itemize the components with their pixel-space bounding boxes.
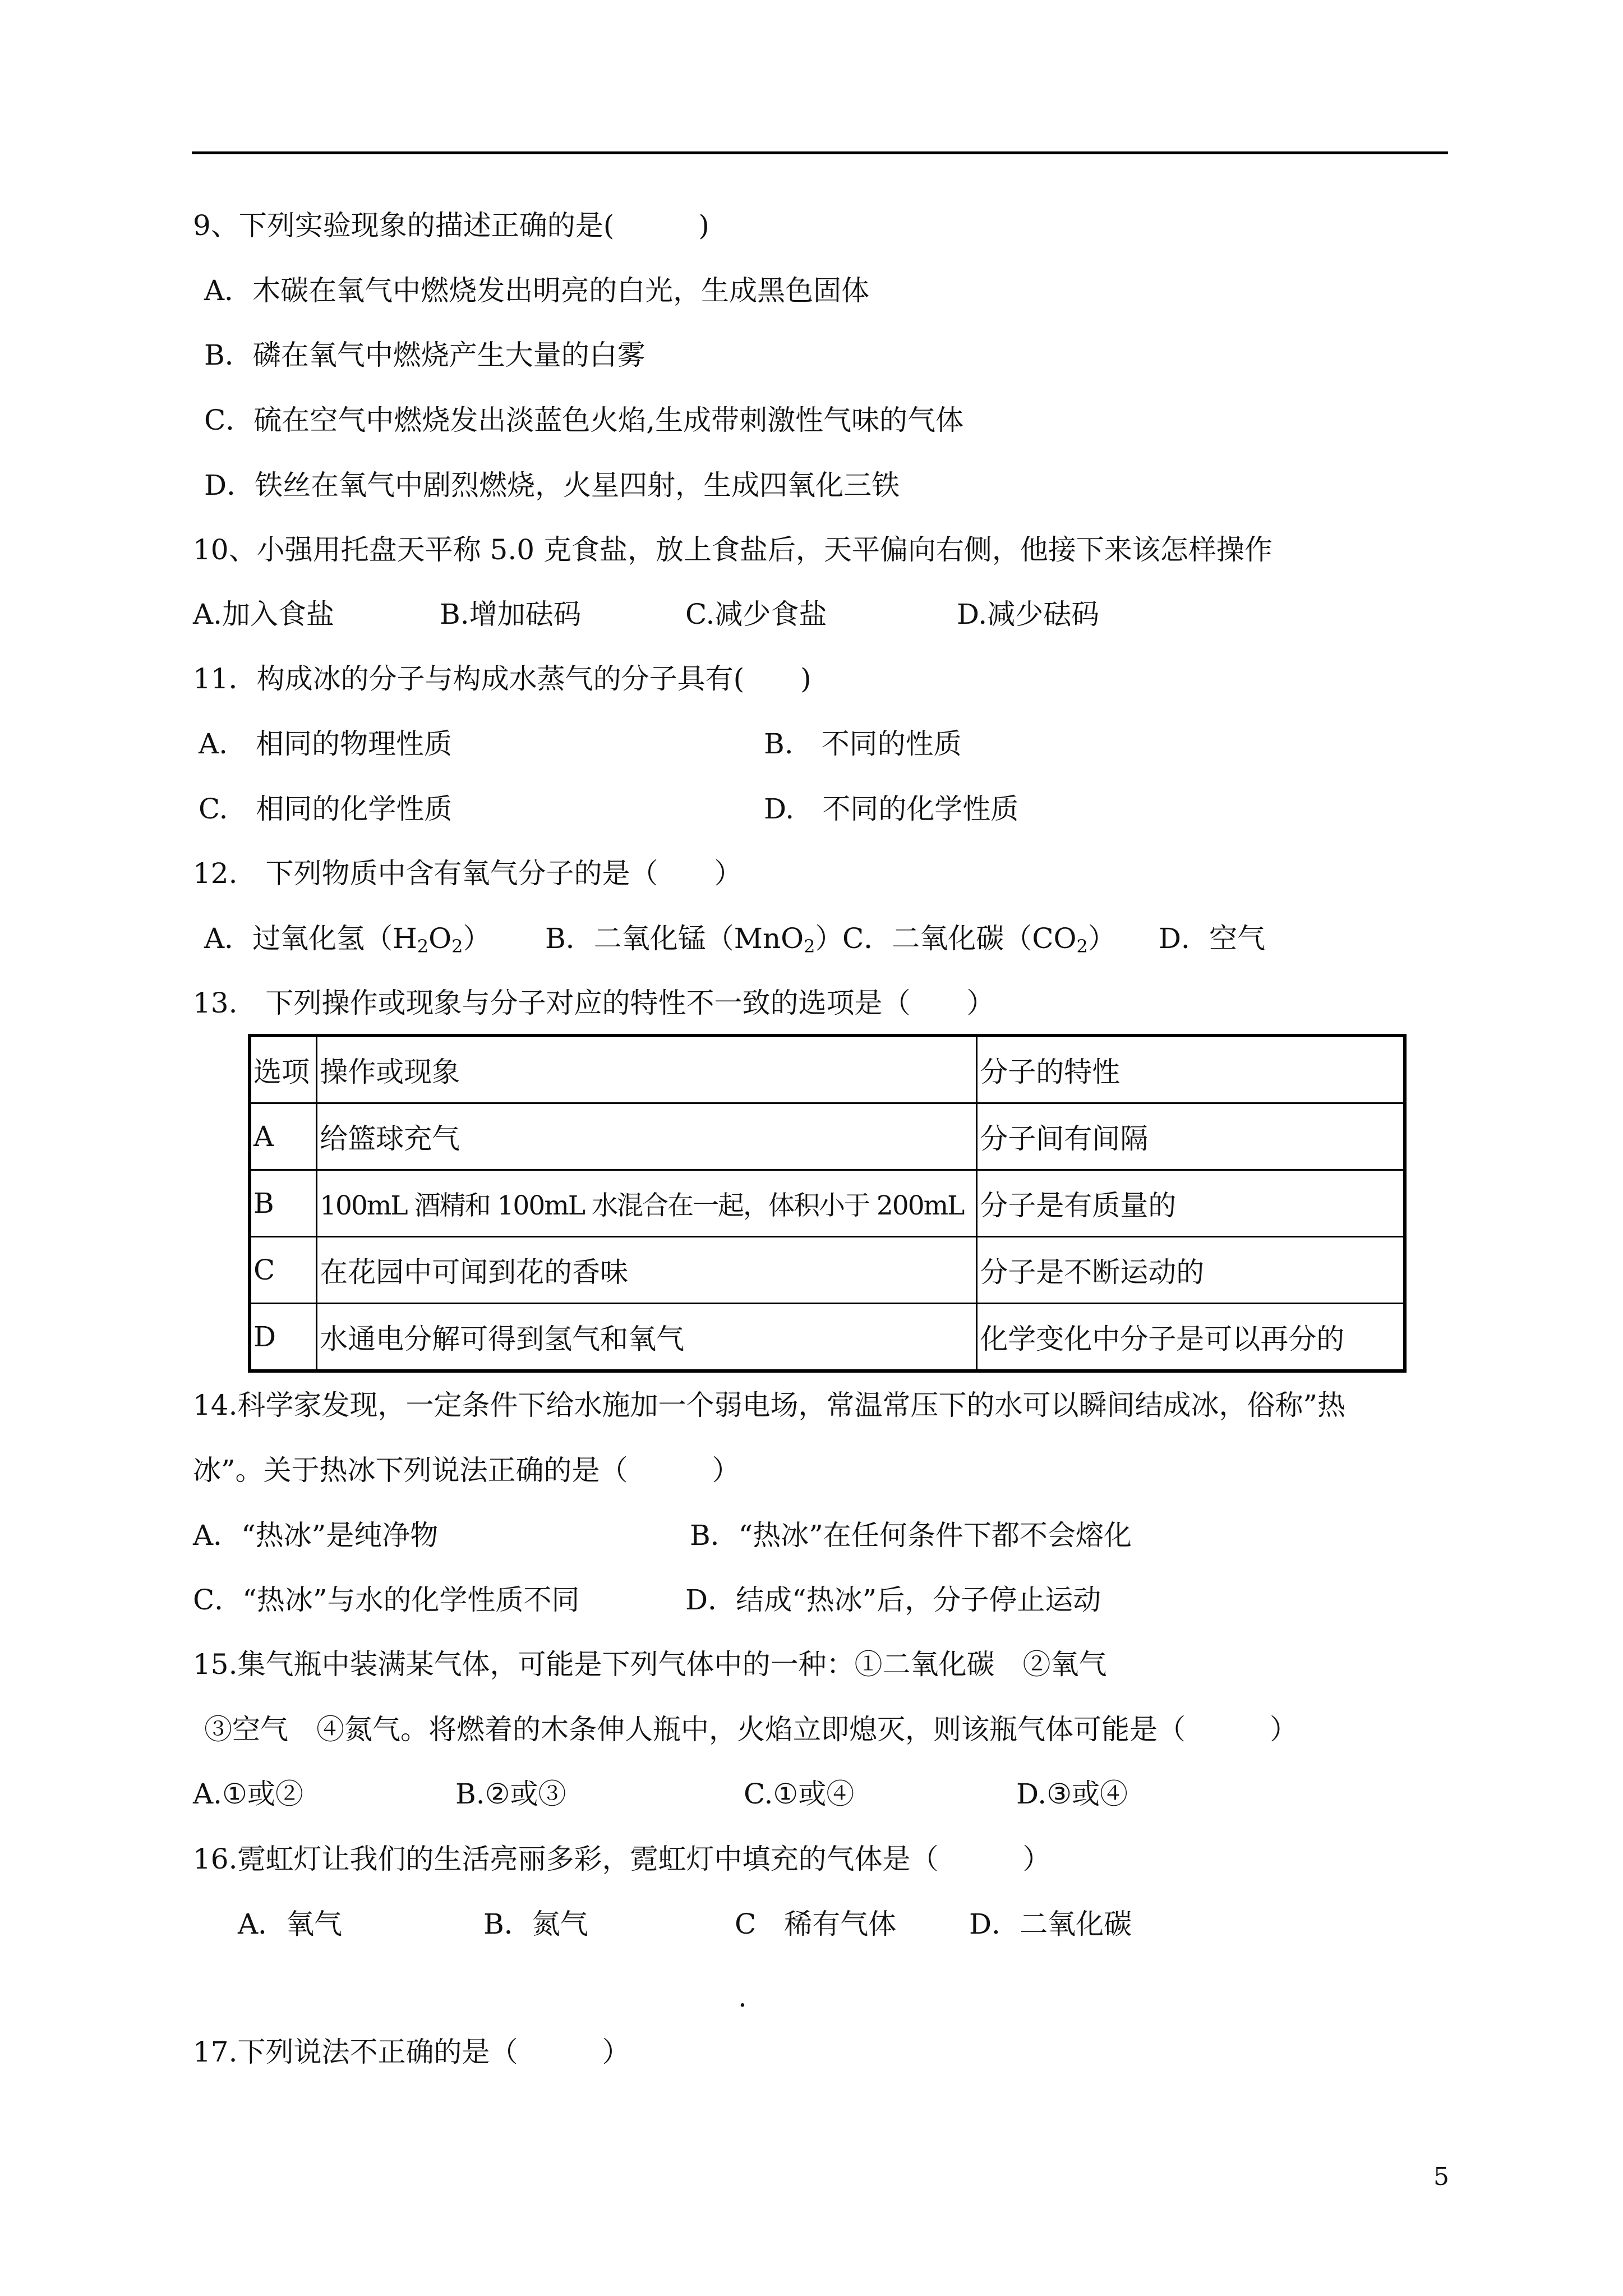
table-cell: 100mL 酒精和 100mL 水混合在一起，体积小于 200mL (317, 1170, 977, 1237)
table-header-cell: 选项 (250, 1036, 317, 1103)
q16-stem: 16.霓虹灯让我们的生活亮丽多彩，霓虹灯中填充的气体是（ ） (193, 1843, 1051, 1875)
table-row (250, 1304, 1405, 1372)
q11-option-b: B. 不同的性质 (764, 728, 962, 760)
table-row (250, 1237, 1405, 1304)
table-header-cell: 操作或现象 (317, 1036, 977, 1103)
q9-option-a: A．木碳在氧气中燃烧发出明亮的白光，生成黑色固体 (204, 274, 870, 307)
q15-option-d: D.③或④ (1016, 1778, 1128, 1810)
header-rule (192, 151, 1448, 154)
table-cell: 在花园中可闻到花的香味 (317, 1237, 977, 1304)
q14-option-a: A．“热冰”是纯净物 (193, 1519, 439, 1552)
q14-stem-line1: 14.科学家发现，一定条件下给水施加一个弱电场，常温常压下的水可以瞬间结成冰，俗称”热 (193, 1389, 1346, 1421)
q9-option-c: C．硫在空气中燃烧发出淡蓝色火焰,生成带刺激性气味的气体 (204, 404, 964, 436)
q14-stem-line2: 冰”。关于热冰下列说法正确的是（ ） (193, 1454, 740, 1487)
q13-table (248, 1034, 1407, 1373)
table-cell: 分子是不断运动的 (977, 1237, 1405, 1304)
table-row (250, 1170, 1405, 1237)
q15-stem-line2: ③空气 ④氮气。将燃着的木条伸人瓶中，火焰立即熄灭，则该瓶气体可能是（ ） (204, 1713, 1298, 1746)
q14-option-c: C．“热冰”与水的化学性质不同 (193, 1584, 580, 1616)
table-cell: 水通电分解可得到氢气和氧气 (317, 1304, 977, 1372)
table-cell: 分子间有间隔 (977, 1103, 1405, 1170)
q10-option-a: A.加入食盐 (193, 598, 335, 631)
q15-option-c: C.①或④ (744, 1778, 855, 1810)
q14-option-b: B．“热冰”在任何条件下都不会熔化 (690, 1519, 1132, 1552)
q10-option-d: D.减少砝码 (957, 598, 1100, 631)
table-cell: 分子是有质量的 (977, 1170, 1405, 1237)
table-cell: B (250, 1170, 317, 1237)
q11-stem: 11．构成冰的分子与构成水蒸气的分子具有( ) (193, 662, 811, 695)
q12-option-a: A．过氧化氢$(H_2O_2)$ (204, 922, 491, 957)
table-header-row (250, 1036, 1405, 1103)
q15-option-b: B.②或③ (455, 1778, 566, 1810)
q10-option-c: C.减少食盐 (685, 598, 827, 631)
q11-option-d: D. 不同的化学性质 (764, 793, 1019, 825)
q12-stem: 12. 下列物质中含有氧气分子的是（ ） (193, 857, 743, 890)
q11-option-a: A. 相同的物理性质 (199, 728, 453, 760)
q12-option-d: D．空气 (1159, 922, 1266, 955)
table-cell: D (250, 1304, 317, 1372)
q16-option-a: A．氧气 (238, 1908, 343, 1940)
q10-stem: 10、小强用托盘天平称 5.0 克食盐，放上食盐后，天平偏向右侧，他接下来该怎样操作 (193, 533, 1272, 566)
stray-dot: . (738, 1981, 747, 2013)
q11-option-c: C. 相同的化学性质 (199, 793, 453, 825)
q14-option-d: D．结成“热冰”后，分子停止运动 (685, 1584, 1101, 1616)
q9-option-b: B．磷在氧气中燃烧产生大量的白雾 (204, 339, 645, 371)
q13-stem: 13. 下列操作或现象与分子对应的特性不一致的选项是（ ） (193, 987, 995, 1019)
q16-option-b: B．氮气 (483, 1908, 588, 1940)
table-cell: A (250, 1103, 317, 1170)
page-number: 5 (1433, 2162, 1449, 2191)
table-cell: 化学变化中分子是可以再分的 (977, 1304, 1405, 1372)
q15-option-a: A.①或② (193, 1778, 303, 1810)
table-cell: C (250, 1237, 317, 1304)
q12-option-c: C．二氧化碳$(CO_2)$ (842, 922, 1116, 957)
q12-option-b: B．二氧化锰（MnO$_2$） (545, 922, 843, 957)
q9-option-d: D．铁丝在氧气中剧烈燃烧，火星四射，生成四氧化三铁 (204, 469, 900, 501)
table-header-cell: 分子的特性 (977, 1036, 1405, 1103)
table-row (250, 1103, 1405, 1170)
q10-option-b: B.增加砝码 (440, 598, 582, 631)
table-cell: 给篮球充气 (317, 1103, 977, 1170)
q16-option-d: D．二氧化碳 (969, 1908, 1132, 1940)
q9-stem: 9、下列实验现象的描述正确的是( ) (193, 209, 709, 242)
q17-stem: 17.下列说法不正确的是（ ） (193, 2036, 630, 2068)
q16-option-c: C 稀有气体 (735, 1908, 897, 1940)
q15-stem-line1: 15.集气瓶中装满某气体，可能是下列气体中的一种：①二氧化碳 ②氧气 (193, 1648, 1107, 1681)
